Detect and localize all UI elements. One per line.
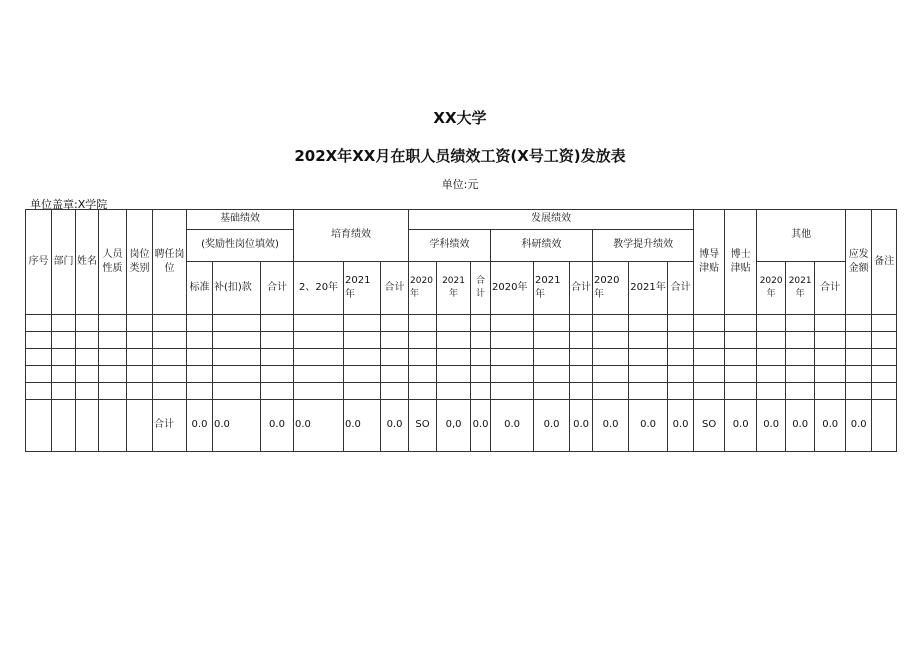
total-cell: 0.0 [381,400,409,452]
header-remarks: 备注 [872,210,897,315]
total-cell: 0.0 [815,400,846,452]
header-discipline-perf: 学科绩效 [409,230,491,262]
header-supplement: 补(扣)款 [213,262,261,315]
header-hire-post: 聘任岗位 [153,210,187,315]
empty-row [26,315,897,332]
header-ot-2020: 2020年 [757,262,786,315]
header-phd-advisor-allowance: 博导津贴 [694,210,725,315]
total-cell: 0.0 [344,400,381,452]
unit-stamp-label: 单位盖章:X学院 [30,198,108,211]
university-name: XX大学 [433,109,487,127]
total-cell: 0.0 [629,400,668,452]
header-doctor-allowance: 博士津贴 [725,210,757,315]
header-name: 姓名 [76,210,99,315]
header-te-2021: 2021年 [629,262,668,315]
total-cell: SO [409,400,437,452]
empty-row [26,349,897,366]
header-teaching-perf: 教学提升绩效 [593,230,694,262]
total-cell: 0.0 [593,400,629,452]
payroll-table [25,209,897,452]
total-cell: 0.0 [534,400,570,452]
header-standard: 标准 [187,262,213,315]
header-research-perf: 科研绩效 [491,230,593,262]
header-dept: 部门 [52,210,76,315]
header-tp-2020: 2、20年 [294,262,344,315]
header-other: 其他 [757,210,846,262]
total-cell: 0.0 [846,400,872,452]
empty-row [26,366,897,383]
total-cell: 0.0 [261,400,294,452]
header-basic-total: 合计 [261,262,294,315]
total-cell: 0.0 [471,400,491,452]
total-label: 合计 [153,400,187,452]
header-rp-2020: 2020年 [491,262,534,315]
header-payable: 应发金额 [846,210,872,315]
header-te-total: 合计 [668,262,694,315]
header-rp-total: 合计 [570,262,593,315]
header-dp-2021: 2021年 [437,262,471,315]
header-tp-2021: 2021年 [344,262,381,315]
header-dp-total: 合计 [471,262,491,315]
header-te-2020: 2020年 [593,262,629,315]
total-cell: 0,0 [437,400,471,452]
total-cell: 0.0 [491,400,534,452]
header-seq: 序号 [26,210,52,315]
empty-row [26,332,897,349]
total-cell: 0.0 [570,400,593,452]
header-basic-perf: 基础绩效 [187,210,294,230]
header-dp-2020: 2020年 [409,262,437,315]
header-ot-2021: 2021年 [786,262,815,315]
header-rp-2021: 2021年 [534,262,570,315]
header-post-category: 岗位类别 [127,210,153,315]
header-ot-total: 合计 [815,262,846,315]
total-cell: 0.0 [294,400,344,452]
total-row [26,400,897,452]
total-cell: SO [694,400,725,452]
total-cell: 0.0 [668,400,694,452]
document-title: 202X年XX月在职人员绩效工资(X号工资)发放表 [294,147,626,165]
total-cell: 0.0 [187,400,213,452]
total-cell: 0.0 [213,400,261,452]
currency-unit: 单位:元 [441,178,479,191]
total-cell: 0.0 [786,400,815,452]
header-dev-perf: 发展绩效 [409,210,694,230]
header-row-1 [26,210,897,230]
header-personnel-type: 人员性质 [99,210,127,315]
header-basic-perf-sub: (奖励性岗位填效) [187,230,294,262]
total-cell: 0.0 [757,400,786,452]
empty-row [26,383,897,400]
total-cell: 0.0 [725,400,757,452]
header-training-perf: 培育绩效 [294,210,409,262]
header-tp-total: 合计 [381,262,409,315]
